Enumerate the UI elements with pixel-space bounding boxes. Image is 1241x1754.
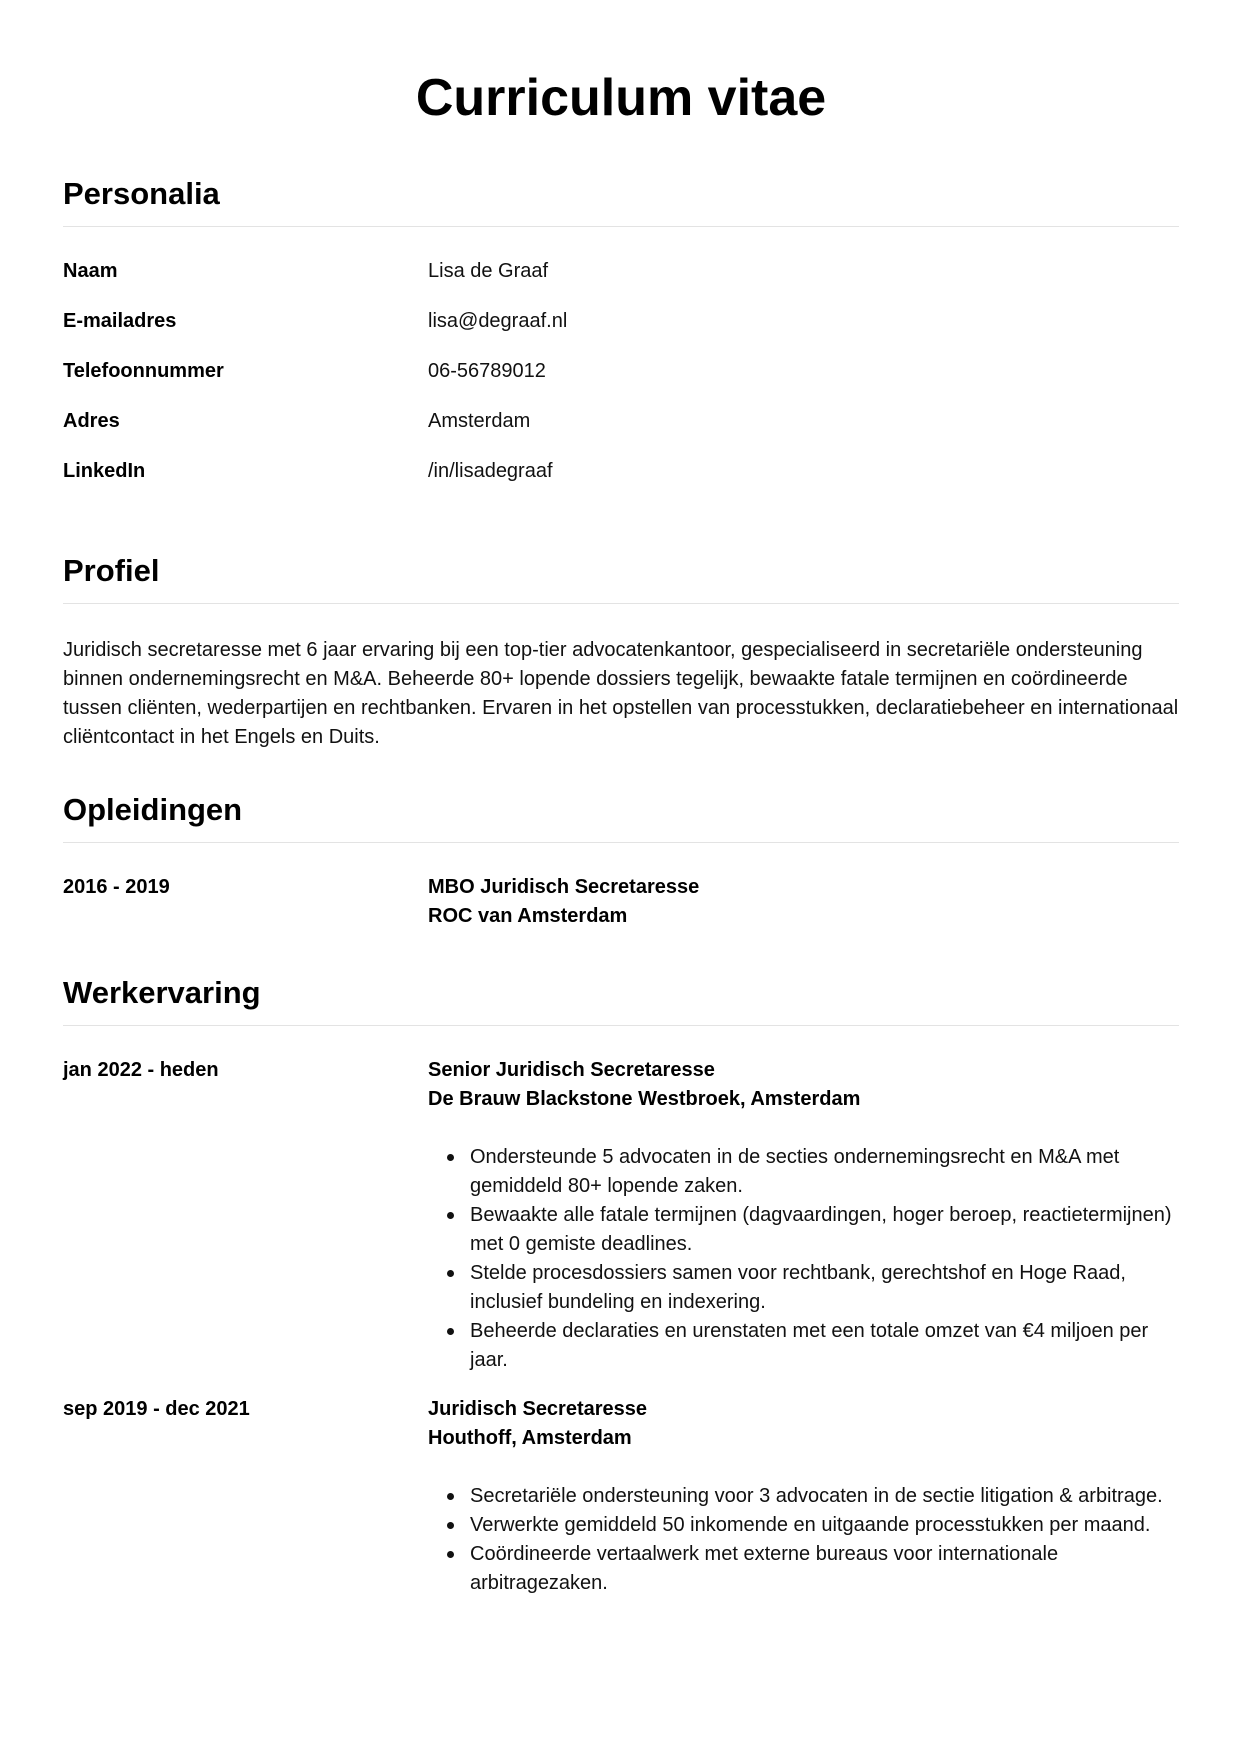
entry-org: Houthoff, Amsterdam	[428, 1427, 632, 1449]
field-label: E-mailadres	[63, 310, 177, 332]
list-item: Coördineerde vertaalwerk met externe bureaus voor internationale arbitragezaken.	[470, 1540, 1179, 1598]
section-werkervaring	[63, 973, 1179, 1598]
document-title: Curriculum vitae	[415, 69, 827, 127]
list-item: Stelde procesdossiers samen voor rechtbank, gerechtshof en Hoge Raad, inclusief bundeling en indexering.	[470, 1259, 1179, 1317]
section-heading-profiel: Profiel	[63, 553, 160, 588]
section-profiel	[63, 551, 1179, 752]
entry-title: Juridisch Secretaresse	[428, 1398, 648, 1420]
personalia-row-telefoon	[63, 357, 1179, 407]
personalia-list	[63, 257, 1179, 507]
education-entry	[63, 873, 1179, 931]
section-heading-opleidingen: Opleidingen	[63, 792, 243, 827]
entry-period: 2016 - 2019	[63, 876, 170, 898]
entry-org: De Brauw Blackstone Westbroek, Amsterdam	[428, 1088, 861, 1110]
entry-title: MBO Juridisch Secretaresse	[428, 876, 700, 898]
personalia-row-linkedin	[63, 457, 1179, 507]
entry-details	[428, 1056, 1179, 1375]
personalia-row-naam	[63, 257, 1179, 307]
field-value: Amsterdam	[428, 410, 531, 432]
list-item: Beheerde declaraties en urenstaten met een totale omzet van €4 miljoen per jaar.	[470, 1317, 1179, 1375]
profile-text: Juridisch secretaresse met 6 jaar ervaring bij een top-tier advocatenkantoor, gespecialiseerd in secretariële ondersteuning binnen ondernemingsrecht en M&A. Beheerde 80+ lopende dossiers tegelijk, bewaakte fatale termijnen en coördineerde tussen cliënten, wederpartijen en rechtbanken. Ervaren in het opstellen van processtukken, declaratiebeheer en internationaal cliëntcontact in het Engels en Duits.	[63, 639, 1179, 748]
field-label: Naam	[63, 260, 118, 282]
field-value: lisa@degraaf.nl	[428, 310, 568, 332]
bullet-list	[428, 1482, 1179, 1598]
list-item: Ondersteunde 5 advocaten in de secties ondernemingsrecht en M&A met gemiddeld 80+ lopende zaken.	[470, 1143, 1179, 1201]
section-divider	[63, 842, 1179, 843]
section-heading-werkervaring: Werkervaring	[63, 975, 261, 1010]
entry-period: jan 2022 - heden	[63, 1059, 219, 1081]
personalia-row-email	[63, 307, 1179, 357]
entry-details	[428, 1395, 1179, 1598]
section-divider	[63, 603, 1179, 604]
entry-title: Senior Juridisch Secretaresse	[428, 1059, 715, 1081]
field-value: /in/lisadegraaf	[428, 460, 553, 482]
list-item: Bewaakte alle fatale termijnen (dagvaardingen, hoger beroep, reactietermijnen) met 0 gemiste deadlines.	[470, 1201, 1179, 1259]
field-label: Telefoonnummer	[63, 360, 224, 382]
section-opleidingen	[63, 790, 1179, 931]
work-entry	[63, 1395, 1179, 1598]
bullet-list	[428, 1143, 1179, 1375]
field-value: 06-56789012	[428, 360, 546, 382]
field-label: LinkedIn	[63, 460, 146, 482]
entry-period: sep 2019 - dec 2021	[63, 1398, 250, 1420]
entry-org: ROC van Amsterdam	[428, 905, 628, 927]
section-divider	[63, 226, 1179, 227]
list-item: Verwerkte gemiddeld 50 inkomende en uitgaande processtukken per maand.	[470, 1511, 1179, 1540]
field-value: Lisa de Graaf	[428, 260, 549, 282]
work-entry	[63, 1056, 1179, 1375]
section-heading-personalia: Personalia	[63, 176, 220, 211]
list-item: Secretariële ondersteuning voor 3 advocaten in de sectie litigation & arbitrage.	[470, 1482, 1179, 1511]
section-personalia	[63, 174, 1179, 507]
personalia-row-adres	[63, 407, 1179, 457]
section-divider	[63, 1025, 1179, 1026]
entry-details	[428, 873, 1179, 931]
field-label: Adres	[63, 410, 120, 432]
